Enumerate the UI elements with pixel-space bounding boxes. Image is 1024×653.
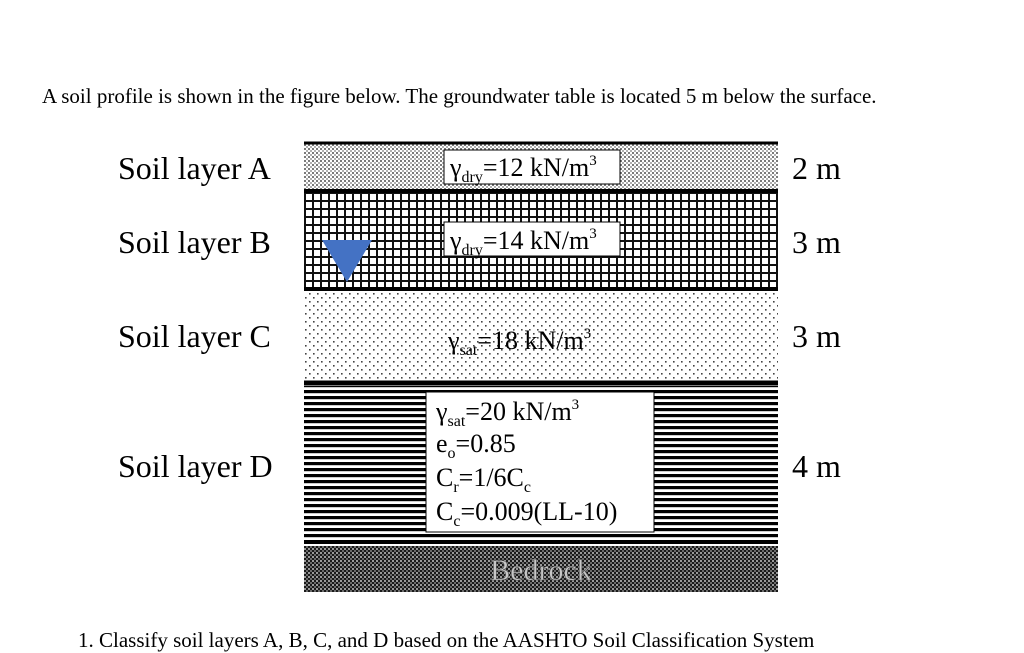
bedrock-label: Bedrock	[490, 554, 592, 587]
intro-text: A soil profile is shown in the figure below. The groundwater table is located 5 m below the surface.	[42, 84, 877, 108]
layer-c-gamma: $\gamma_{sat}=18$ $kN/m^3$	[448, 326, 592, 359]
label-layer-a: Soil layer A	[118, 150, 271, 186]
layer-d-cc: $C_c=0.009(LL-10)$	[436, 497, 618, 530]
label-layer-c: Soil layer C	[118, 318, 271, 354]
label-layer-d: Soil layer D	[118, 448, 273, 484]
layer-b-gamma: $\gamma_{dry}=14$ $kN/m^3$	[450, 226, 597, 259]
layer-d-void-ratio: $e_o=0.85$	[436, 429, 516, 462]
layer-a-gamma: $\gamma_{dry}=12$ $kN/m^3$	[450, 153, 597, 186]
label-layer-b: Soil layer B	[118, 224, 271, 260]
thickness-layer-b: 3 m	[792, 224, 841, 260]
layer-d-gamma: $\gamma_{sat}=20$ $kN/m^3$	[436, 397, 580, 430]
thickness-layer-a: 2 m	[792, 150, 841, 186]
layer-d-cr: $C_r=1/6C_c$	[436, 463, 532, 496]
question-text: 1. Classify soil layers A, B, C, and D based on the AASHTO Soil Classification System	[78, 628, 815, 652]
thickness-layer-d: 4 m	[792, 448, 841, 484]
thickness-layer-c: 3 m	[792, 318, 841, 354]
